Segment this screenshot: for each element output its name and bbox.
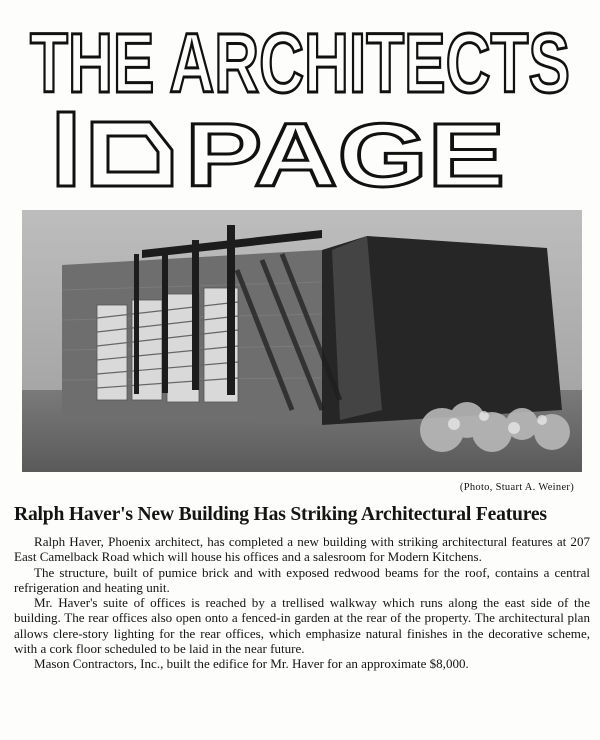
- article-paragraph: Mr. Haver's suite of offices is reached by a trellised walkway which runs along the east side of the building. The rear offices also open onto a fenced-in garden at the rear of the property. The architectural plan allows clere-story lighting for the rear offices, which emphasize natural finishes in the decorative scheme, with a cork floor scheduled to be laid in the near future.: [14, 595, 590, 657]
- article-paragraph: Mason Contractors, Inc., built the edifice for Mr. Haver for an approximate $8,000.: [34, 656, 469, 672]
- article-headline: Ralph Haver's New Building Has Striking Architectural Features: [14, 504, 547, 525]
- article-paragraph: Ralph Haver, Phoenix architect, has completed a new building with striking architectural features at 207 East Camelback Road which will house his offices and a salesroom for Modern Kitchens.: [14, 534, 590, 565]
- masthead-logo: [0, 0, 600, 200]
- masthead-line-2: PAGE: [185, 106, 505, 200]
- article-body: [14, 534, 590, 672]
- masthead-ornament: [58, 112, 172, 186]
- article-paragraph: The structure, built of pumice brick and with exposed redwood beams for the roof, contains a central refrigeration and heating unit.: [14, 564, 590, 595]
- photo-credit: (Photo, Stuart A. Weiner): [459, 482, 574, 493]
- masthead-line-1: THE ARCHITECTS: [30, 16, 570, 110]
- building-photo: [22, 210, 582, 472]
